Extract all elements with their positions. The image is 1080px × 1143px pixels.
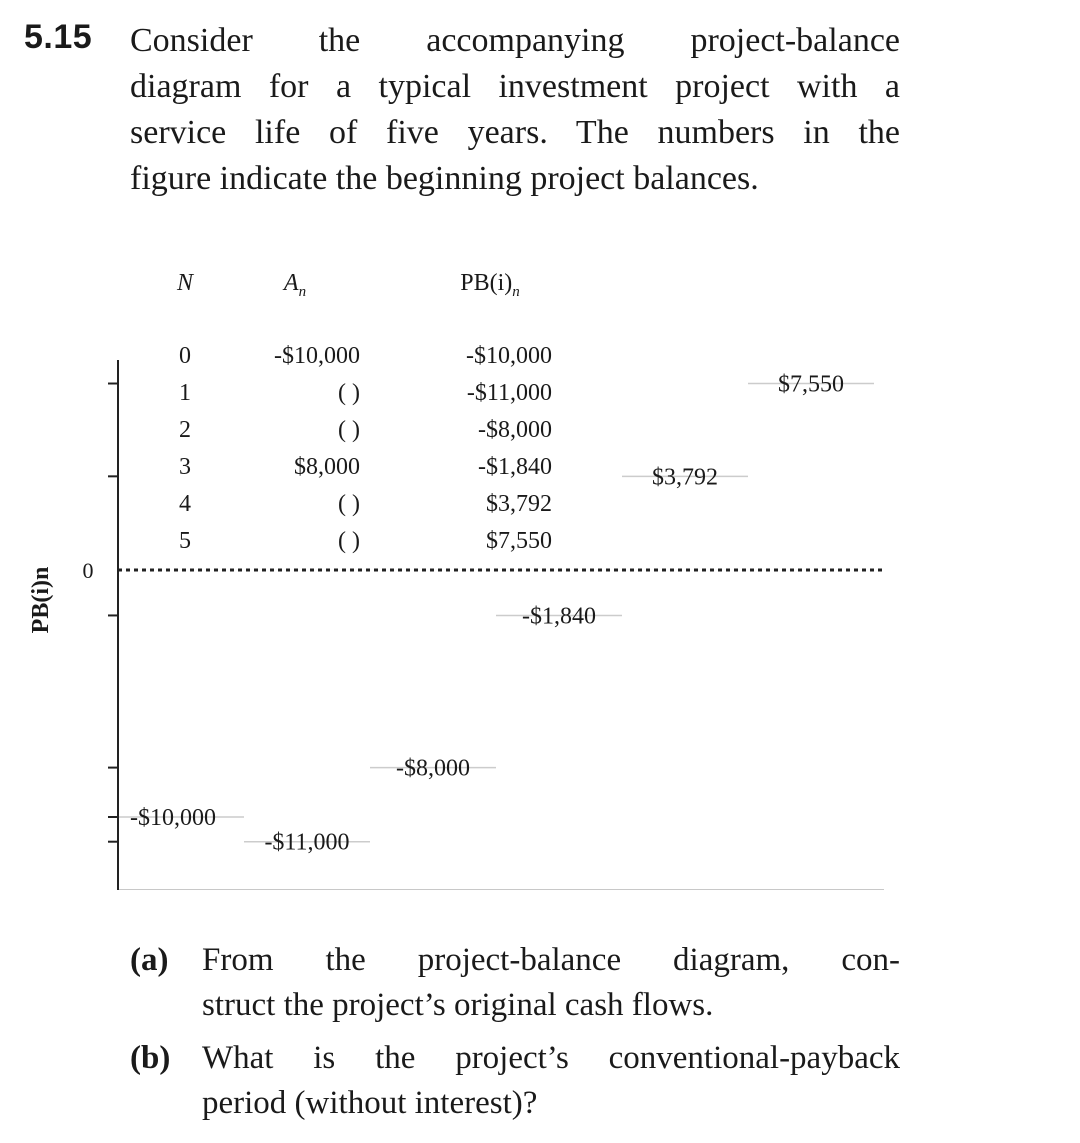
table-cell-pb: -$10,000 [466,343,552,369]
header-n: N [176,270,194,296]
table-cell-an: ( ) [338,528,360,554]
y-axis-label: PB(i)n [28,566,54,634]
table-cell-pb: -$1,840 [478,454,552,480]
cash-flow-table [176,270,552,554]
table-cell-n: 0 [179,343,191,369]
questions [130,938,900,1134]
point-label: -$10,000 [130,805,216,831]
table-cell-n: 1 [179,380,191,406]
point-label: -$1,840 [522,603,596,630]
statement-line: figure indicate the beginning project balances. [130,160,759,197]
problem-statement [130,18,900,202]
table-cell-n: 4 [179,491,191,517]
table-cell-an: ( ) [338,491,360,517]
header-pb-main: PB(i) [460,270,513,296]
question-line: What is the project’s conventional-payback [202,1040,900,1076]
table-cell-an: ( ) [338,417,360,443]
table-cell-pb: -$11,000 [466,380,552,406]
point-label: $7,550 [778,371,844,398]
question-line: period (without interest)? [202,1085,538,1121]
header-pb-sub: n [512,284,520,300]
point-label: -$8,000 [396,755,470,782]
table-rows [179,343,552,554]
point-label: $3,792 [652,464,718,491]
y-zero-label: 0 [82,558,94,583]
table-cell-an: -$10,000 [274,343,360,369]
table-cell-an: ( ) [338,380,360,406]
question-line: struct the project’s original cash flows. [202,987,714,1023]
table-cell-n: 3 [179,454,191,480]
header-pb [460,270,520,300]
table-cell-an: $8,000 [294,454,360,480]
header-an-sub: n [298,284,307,300]
project-balance-diagram [0,250,1080,890]
question-line: From the project-balance diagram, con- [202,942,900,978]
statement-line: diagram for a typical investment project with a [130,68,900,105]
problem-number: 5.15 [24,18,93,56]
table-cell-pb: $7,550 [486,528,552,554]
header-an [282,270,306,300]
table-cell-pb: $3,792 [486,491,552,517]
plot-area [28,360,884,890]
table-cell-n: 2 [179,417,191,443]
statement-line: Consider the accompanying project-balance [130,22,900,59]
question-label: (b) [130,1040,171,1076]
table-cell-pb: -$8,000 [478,417,552,443]
table-cell-n: 5 [179,528,191,554]
question-label: (a) [130,942,169,978]
header-an-main: A [283,270,299,296]
question-b [130,1036,900,1126]
question-a [130,938,900,1028]
point-label: -$11,000 [264,829,350,856]
statement-line: service life of five years. The numbers in the [130,114,900,151]
